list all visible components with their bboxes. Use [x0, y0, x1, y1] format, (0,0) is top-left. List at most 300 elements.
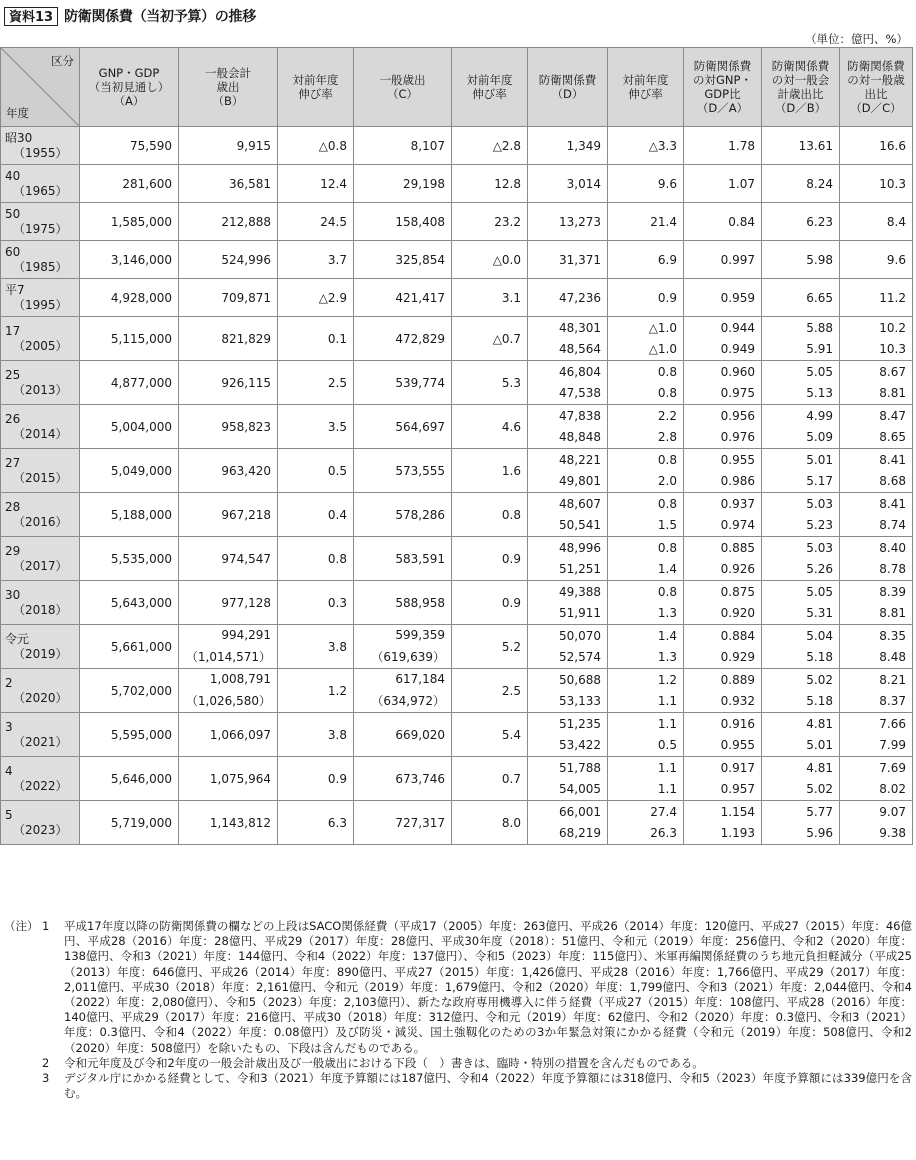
ratio-ga-cell [762, 581, 840, 625]
value: 709,871 [221, 290, 271, 305]
gnp-cell: 4,877,000 [80, 361, 179, 405]
defense-cell [528, 581, 608, 625]
value-upper: 0.8 [657, 497, 677, 511]
value-upper: 7.69 [879, 761, 906, 775]
value-lower: （634,972） [371, 693, 445, 708]
defense-cell [528, 449, 608, 493]
value: 212,888 [221, 214, 271, 229]
ratio-gnp-cell [684, 537, 762, 581]
table-row [1, 713, 913, 757]
value-upper: 1.2 [657, 673, 677, 687]
general-expenditure-cell [354, 537, 452, 581]
year-western: （1985） [13, 259, 68, 274]
ge-growth-cell: 5.4 [452, 713, 528, 757]
note-3 [4, 1071, 912, 1101]
note-number: 2 [42, 1055, 50, 1070]
general-account-cell [179, 493, 278, 537]
general-account-cell [179, 405, 278, 449]
ge-growth-cell: △2.8 [452, 127, 528, 165]
value-upper: 49,388 [559, 585, 601, 599]
defense-growth-cell [608, 669, 684, 713]
value: 583,591 [395, 551, 445, 566]
value-upper: 0.917 [720, 761, 755, 775]
col-header-ratio-gnp [684, 48, 762, 127]
header-row [1, 48, 913, 127]
year-era: 40 [5, 168, 21, 183]
value: 539,774 [395, 375, 445, 390]
col-header-ratio-ge [840, 48, 913, 127]
general-expenditure-cell [354, 669, 452, 713]
ratio-ge-cell [840, 581, 913, 625]
value-lower: 5.17 [806, 474, 833, 488]
value-lower: 1.4 [657, 562, 677, 576]
ge-growth-cell: 12.8 [452, 165, 528, 203]
table-row [1, 537, 913, 581]
year-era: 30 [5, 587, 21, 602]
page-title: 防衛関係費（当初予算）の推移 [64, 9, 256, 25]
value: 9,915 [236, 138, 271, 153]
value-upper: 0.8 [657, 453, 677, 467]
defense-growth-cell [608, 361, 684, 405]
figure-badge: 資料13 [4, 7, 58, 26]
ga-growth-cell: 12.4 [278, 165, 354, 203]
ratio-gnp-cell [684, 241, 762, 279]
defense-growth-cell [608, 581, 684, 625]
value-lower: 0.920 [720, 606, 755, 620]
value: 8,107 [410, 138, 445, 153]
value: 1,066,097 [209, 727, 271, 742]
value: 673,746 [395, 771, 445, 786]
ga-growth-cell: 3.8 [278, 713, 354, 757]
general-account-cell [179, 581, 278, 625]
ga-growth-cell: △0.8 [278, 127, 354, 165]
table-row [1, 241, 913, 279]
value-upper: 48,607 [559, 497, 601, 511]
defense-growth-cell [608, 241, 684, 279]
ga-growth-cell: 3.5 [278, 405, 354, 449]
value-lower: 0.986 [720, 474, 755, 488]
title-row [4, 5, 256, 27]
ratio-ge-cell [840, 757, 913, 801]
value-lower: 48,848 [559, 430, 601, 444]
ratio-ge-cell [840, 493, 913, 537]
value: 36,581 [229, 176, 271, 191]
value-lower: 47,538 [559, 386, 601, 400]
value-upper: 0.944 [720, 321, 755, 335]
col-header-line: 対前年度 [622, 73, 669, 87]
year-western: （2005） [13, 338, 68, 353]
year-cell [1, 493, 80, 537]
value: 578,286 [395, 507, 445, 522]
value: 963,420 [221, 463, 271, 478]
ratio-gnp-cell [684, 405, 762, 449]
gnp-cell: 5,535,000 [80, 537, 179, 581]
ga-growth-cell: 0.3 [278, 581, 354, 625]
ratio-ga-cell [762, 625, 840, 669]
year-era: 令元 [5, 631, 30, 646]
value: 16.6 [879, 138, 906, 153]
ratio-ga-cell [762, 537, 840, 581]
value-upper: 0.956 [720, 409, 755, 423]
value-lower: 54,005 [559, 782, 601, 796]
value: 21.4 [650, 214, 677, 229]
ge-growth-cell: 0.9 [452, 581, 528, 625]
col-header-line: （A） [113, 94, 145, 108]
value: 821,829 [221, 331, 271, 346]
value-upper: 5.03 [806, 497, 833, 511]
general-expenditure-cell [354, 713, 452, 757]
note-number: 1 [42, 919, 50, 933]
general-expenditure-cell [354, 279, 452, 317]
value: 47,236 [559, 290, 601, 305]
value: 29,198 [403, 176, 445, 191]
ratio-gnp-cell [684, 317, 762, 361]
value: 524,996 [221, 252, 271, 267]
ratio-ga-cell [762, 493, 840, 537]
gnp-cell: 5,049,000 [80, 449, 179, 493]
ga-growth-cell: 2.5 [278, 361, 354, 405]
defense-cell [528, 361, 608, 405]
value-upper: 27.4 [650, 805, 677, 819]
value: 0.959 [720, 290, 755, 305]
col-header-line: （C） [386, 87, 419, 101]
value-lower: 0.957 [720, 782, 755, 796]
value-upper: 1.1 [657, 717, 677, 731]
value-upper: 0.885 [720, 541, 755, 555]
table-row [1, 317, 913, 361]
ratio-ge-cell [840, 669, 913, 713]
col-header-general-expenditure [354, 48, 452, 127]
ge-growth-cell: 0.8 [452, 493, 528, 537]
table-row [1, 165, 913, 203]
ge-growth-cell: 23.2 [452, 203, 528, 241]
value: 588,958 [395, 595, 445, 610]
value-upper: 4.81 [806, 717, 833, 731]
ratio-ga-cell [762, 165, 840, 203]
value: 974,547 [221, 551, 271, 566]
value: 1.78 [728, 138, 755, 153]
ratio-gnp-cell [684, 127, 762, 165]
note-2 [4, 1056, 912, 1071]
col-header-line: 歳出 [216, 80, 240, 94]
gnp-cell: 5,643,000 [80, 581, 179, 625]
year-era: 60 [5, 244, 21, 259]
table-row [1, 203, 913, 241]
value: 1.07 [728, 176, 755, 191]
general-account-cell [179, 361, 278, 405]
value-upper: 0.884 [720, 629, 755, 643]
general-expenditure-cell [354, 449, 452, 493]
value-upper: 8.21 [879, 673, 906, 687]
ratio-ga-cell [762, 449, 840, 493]
ga-growth-cell: 0.9 [278, 757, 354, 801]
value-lower: 1.3 [657, 606, 677, 620]
defense-growth-cell [608, 405, 684, 449]
value-lower: 26.3 [650, 826, 677, 840]
value-upper: 1.154 [720, 805, 755, 819]
year-era: 29 [5, 543, 21, 558]
defense-growth-cell [608, 801, 684, 845]
ratio-ga-cell [762, 203, 840, 241]
defense-cell [528, 493, 608, 537]
general-expenditure-cell [354, 405, 452, 449]
year-western: （2021） [13, 734, 68, 749]
ratio-ga-cell [762, 669, 840, 713]
general-account-cell [179, 801, 278, 845]
year-cell [1, 165, 80, 203]
value: 967,218 [221, 507, 271, 522]
value: 727,317 [395, 815, 445, 830]
general-account-cell [179, 317, 278, 361]
general-expenditure-cell [354, 801, 452, 845]
defense-cell [528, 203, 608, 241]
value-lower: 49,801 [559, 474, 601, 488]
table-row [1, 449, 913, 493]
value-upper: 48,996 [559, 541, 601, 555]
year-cell [1, 537, 80, 581]
ratio-ga-cell [762, 317, 840, 361]
col-header-line: の対GNP・ [693, 73, 752, 87]
defense-growth-cell [608, 449, 684, 493]
table-row [1, 405, 913, 449]
defense-cell [528, 279, 608, 317]
value-upper: 8.35 [879, 629, 906, 643]
value-lower: 0.976 [720, 430, 755, 444]
value-upper: 599,359 [395, 628, 445, 643]
table-row [1, 493, 913, 537]
ratio-ge-cell [840, 801, 913, 845]
year-cell [1, 757, 80, 801]
gnp-cell: 3,146,000 [80, 241, 179, 279]
value-lower: 0.955 [720, 738, 755, 752]
value-upper: 8.39 [879, 585, 906, 599]
col-header-line: 一般歳出 [379, 73, 426, 87]
ratio-gnp-cell [684, 361, 762, 405]
ga-growth-cell: 0.5 [278, 449, 354, 493]
year-cell [1, 203, 80, 241]
value-upper: 5.77 [806, 805, 833, 819]
value-lower: 68,219 [559, 826, 601, 840]
year-cell [1, 625, 80, 669]
note-text: デジタル庁にかかる経費として、令和3（2021）年度予算額には187億円、令和4（2022）年度予算額には318億円、令和5（2023）年度予算額には339億円を含む。 [64, 1071, 912, 1101]
value-lower: 53,133 [559, 694, 601, 708]
value: 1,349 [566, 138, 601, 153]
ratio-gnp-cell [684, 757, 762, 801]
ga-growth-cell: 6.3 [278, 801, 354, 845]
value-lower: （619,639） [371, 649, 445, 664]
col-header-line: 伸び率 [628, 87, 663, 101]
value: 0.9 [657, 290, 677, 305]
value: 977,128 [221, 595, 271, 610]
ratio-gnp-cell [684, 669, 762, 713]
col-header-line: 伸び率 [472, 87, 507, 101]
general-expenditure-cell [354, 757, 452, 801]
defense-growth-cell [608, 127, 684, 165]
note-mark: （注） [4, 919, 39, 933]
gnp-cell: 5,646,000 [80, 757, 179, 801]
ge-growth-cell: 5.2 [452, 625, 528, 669]
value-upper: 48,221 [559, 453, 601, 467]
defense-growth-cell [608, 493, 684, 537]
ga-growth-cell: 1.2 [278, 669, 354, 713]
year-cell [1, 361, 80, 405]
year-western: （2018） [13, 602, 68, 617]
value: 0.997 [720, 252, 755, 267]
ratio-gnp-cell [684, 203, 762, 241]
value-upper: 0.916 [720, 717, 755, 731]
ratio-ge-cell [840, 625, 913, 669]
ratio-ge-cell [840, 317, 913, 361]
gnp-cell: 5,004,000 [80, 405, 179, 449]
year-western: （2014） [13, 426, 68, 441]
ratio-gnp-cell [684, 493, 762, 537]
value-lower: 5.02 [806, 782, 833, 796]
value-upper: 0.8 [657, 365, 677, 379]
value-lower: 5.18 [806, 650, 833, 664]
defense-cell [528, 241, 608, 279]
value-upper: 0.937 [720, 497, 755, 511]
general-account-cell [179, 165, 278, 203]
gnp-cell: 1,585,000 [80, 203, 179, 241]
value: 6.23 [806, 214, 833, 229]
value-upper: 0.875 [720, 585, 755, 599]
col-header-ge-growth [452, 48, 528, 127]
value-upper: 8.67 [879, 365, 906, 379]
general-account-cell [179, 537, 278, 581]
year-western: （2020） [13, 690, 68, 705]
year-cell [1, 581, 80, 625]
value-upper: 5.03 [806, 541, 833, 555]
defense-cell [528, 625, 608, 669]
general-account-cell [179, 449, 278, 493]
value-upper: 4.81 [806, 761, 833, 775]
defense-cell [528, 165, 608, 203]
gnp-cell: 5,115,000 [80, 317, 179, 361]
value-lower: 53,422 [559, 738, 601, 752]
value: 3,014 [566, 176, 601, 191]
col-header-line: 出比 [864, 87, 888, 101]
defense-cell [528, 537, 608, 581]
general-account-cell [179, 669, 278, 713]
unit-label: （単位：億円、%） [805, 32, 908, 46]
ratio-ga-cell [762, 757, 840, 801]
value-lower: 0.932 [720, 694, 755, 708]
value-upper: 8.41 [879, 453, 906, 467]
year-era: 26 [5, 411, 21, 426]
ratio-ge-cell [840, 203, 913, 241]
value-lower: 1.5 [657, 518, 677, 532]
value-lower: 2.8 [657, 430, 677, 444]
year-era: 平7 [5, 282, 25, 297]
value-upper: 48,301 [559, 321, 601, 335]
value-lower: 8.02 [879, 782, 906, 796]
value: 1,143,812 [209, 815, 271, 830]
value: 10.3 [879, 176, 906, 191]
year-cell [1, 279, 80, 317]
value-lower: 50,541 [559, 518, 601, 532]
value-lower: 10.3 [879, 342, 906, 356]
general-expenditure-cell [354, 203, 452, 241]
value-lower: 51,911 [559, 606, 601, 620]
value-upper: 0.960 [720, 365, 755, 379]
value-upper: △1.0 [648, 321, 677, 335]
defense-growth-cell [608, 165, 684, 203]
year-western: （1975） [13, 221, 68, 236]
col-header-line: 防衛関係費 [538, 73, 597, 87]
ge-growth-cell: 0.9 [452, 537, 528, 581]
corner-kubun: 区分 [51, 54, 74, 68]
value-lower: 8.65 [879, 430, 906, 444]
value-lower: （1,014,571） [185, 649, 271, 664]
defense-cell [528, 405, 608, 449]
defense-budget-table [0, 47, 913, 845]
value: 573,555 [395, 463, 445, 478]
year-western: （2017） [13, 558, 68, 573]
value-upper: 1,008,791 [209, 672, 271, 687]
table-body [1, 127, 913, 845]
col-header-defense [528, 48, 608, 127]
ratio-ge-cell [840, 127, 913, 165]
ge-growth-cell: 8.0 [452, 801, 528, 845]
value-lower: 0.975 [720, 386, 755, 400]
ratio-ga-cell [762, 801, 840, 845]
ratio-ge-cell [840, 405, 913, 449]
col-header-line: 一般会計 [205, 66, 251, 80]
value-lower: 5.09 [806, 430, 833, 444]
year-western: （1965） [13, 183, 68, 198]
ratio-gnp-cell [684, 581, 762, 625]
value-upper: 51,235 [559, 717, 601, 731]
value-upper: 0.955 [720, 453, 755, 467]
ratio-gnp-cell [684, 801, 762, 845]
value: 8.24 [806, 176, 833, 191]
value-upper: 5.88 [806, 321, 833, 335]
year-cell [1, 801, 80, 845]
defense-growth-cell [608, 537, 684, 581]
col-header-line: （D／A） [696, 101, 749, 115]
value: 9.6 [886, 252, 906, 267]
year-era: 28 [5, 499, 21, 514]
defense-cell [528, 801, 608, 845]
value-upper: 8.47 [879, 409, 906, 423]
value-upper: 0.8 [657, 541, 677, 555]
ga-growth-cell: 0.4 [278, 493, 354, 537]
general-expenditure-cell [354, 625, 452, 669]
value: 8.4 [886, 214, 906, 229]
value: 564,697 [395, 419, 445, 434]
year-western: （1955） [13, 145, 68, 160]
ratio-ga-cell [762, 127, 840, 165]
year-era: 17 [5, 323, 21, 338]
value: △3.3 [648, 138, 677, 153]
value-upper: 9.07 [879, 805, 906, 819]
year-cell [1, 317, 80, 361]
value-lower: 1.193 [720, 826, 755, 840]
note-text: 令和元年度及び令和2年度の一般会計歳出及び一般歳出における下段（ ）書きは、臨時・特別の措置を含んだものである。 [64, 1055, 704, 1070]
ga-growth-cell: 0.1 [278, 317, 354, 361]
value-lower: 8.81 [879, 386, 906, 400]
year-cell [1, 241, 80, 279]
table-row [1, 361, 913, 405]
ratio-ge-cell [840, 241, 913, 279]
table-row [1, 669, 913, 713]
value: 669,020 [395, 727, 445, 742]
value-lower: 8.78 [879, 562, 906, 576]
value-upper: 50,070 [559, 629, 601, 643]
year-cell [1, 669, 80, 713]
value-upper: 2.2 [657, 409, 677, 423]
notes [4, 919, 912, 1101]
